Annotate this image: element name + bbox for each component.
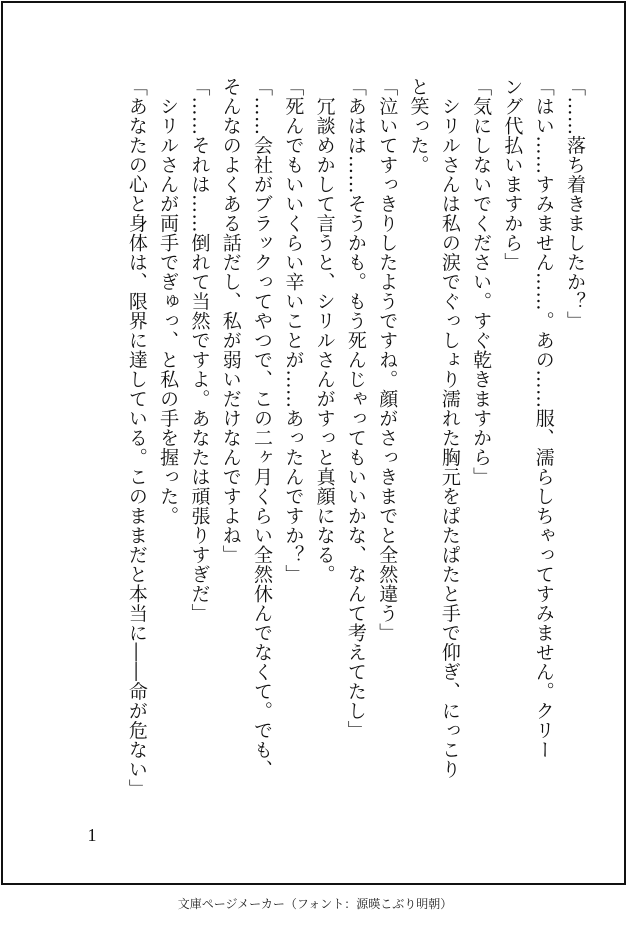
- text-line-13: 「……それは……倒れて当然ですよ。あなたは頑張りすぎだ」: [188, 77, 211, 623]
- footer-caption: 文庫ページメーカー（フォント：源暎こぶり明朝）: [177, 897, 453, 911]
- text-line-7: 「泣いてすっきりしたようですね。顔がさっきまでと全然違う」: [376, 77, 399, 643]
- text-line-11: 「……会社がブラックってやつで、この二ヶ月くらい全然休んでなくて。でも、: [251, 77, 274, 779]
- text-line-3: ング代払いますから」: [501, 77, 524, 272]
- text-line-2: 「はい……すみません……。あの……服、濡らしちゃってすみません。クリー: [532, 77, 555, 760]
- text-line-14: シリルさんが両手でぎゅっ、と私の手を握った。: [157, 77, 180, 526]
- text-line-5: シリルさんは私の涙でぐっしょり濡れた胸元をぱたぱたと手で仰ぎ、にっこり: [438, 77, 461, 779]
- text-line-10: 「死んでもいいくらい辛いことが……あったんですか？」: [282, 77, 305, 584]
- text-line-12: そんなのよくある話だし、私が弱いだけなんですよね」: [219, 77, 242, 565]
- page-frame: [1, 1, 626, 885]
- vertical-text-block: [121, 77, 590, 797]
- text-line-4: 「気にしないでください。すぐ乾きますから」: [470, 77, 493, 487]
- text-line-15: 「あなたの心と身体は、限界に達している。このままだと本当に――命が危ない」: [125, 77, 148, 799]
- text-line-9: 冗談めかして言うと、シリルさんがすっと真顔になる。: [313, 77, 336, 584]
- text-line-1: 「……落ち着きましたか？」: [564, 77, 586, 331]
- page-number: 1: [87, 825, 97, 845]
- text-line-8: 「あはは……そうかも。もう死んじゃってもいいかな、なんて考えてたし」: [344, 77, 367, 740]
- text-line-6: と笑った。: [407, 77, 430, 175]
